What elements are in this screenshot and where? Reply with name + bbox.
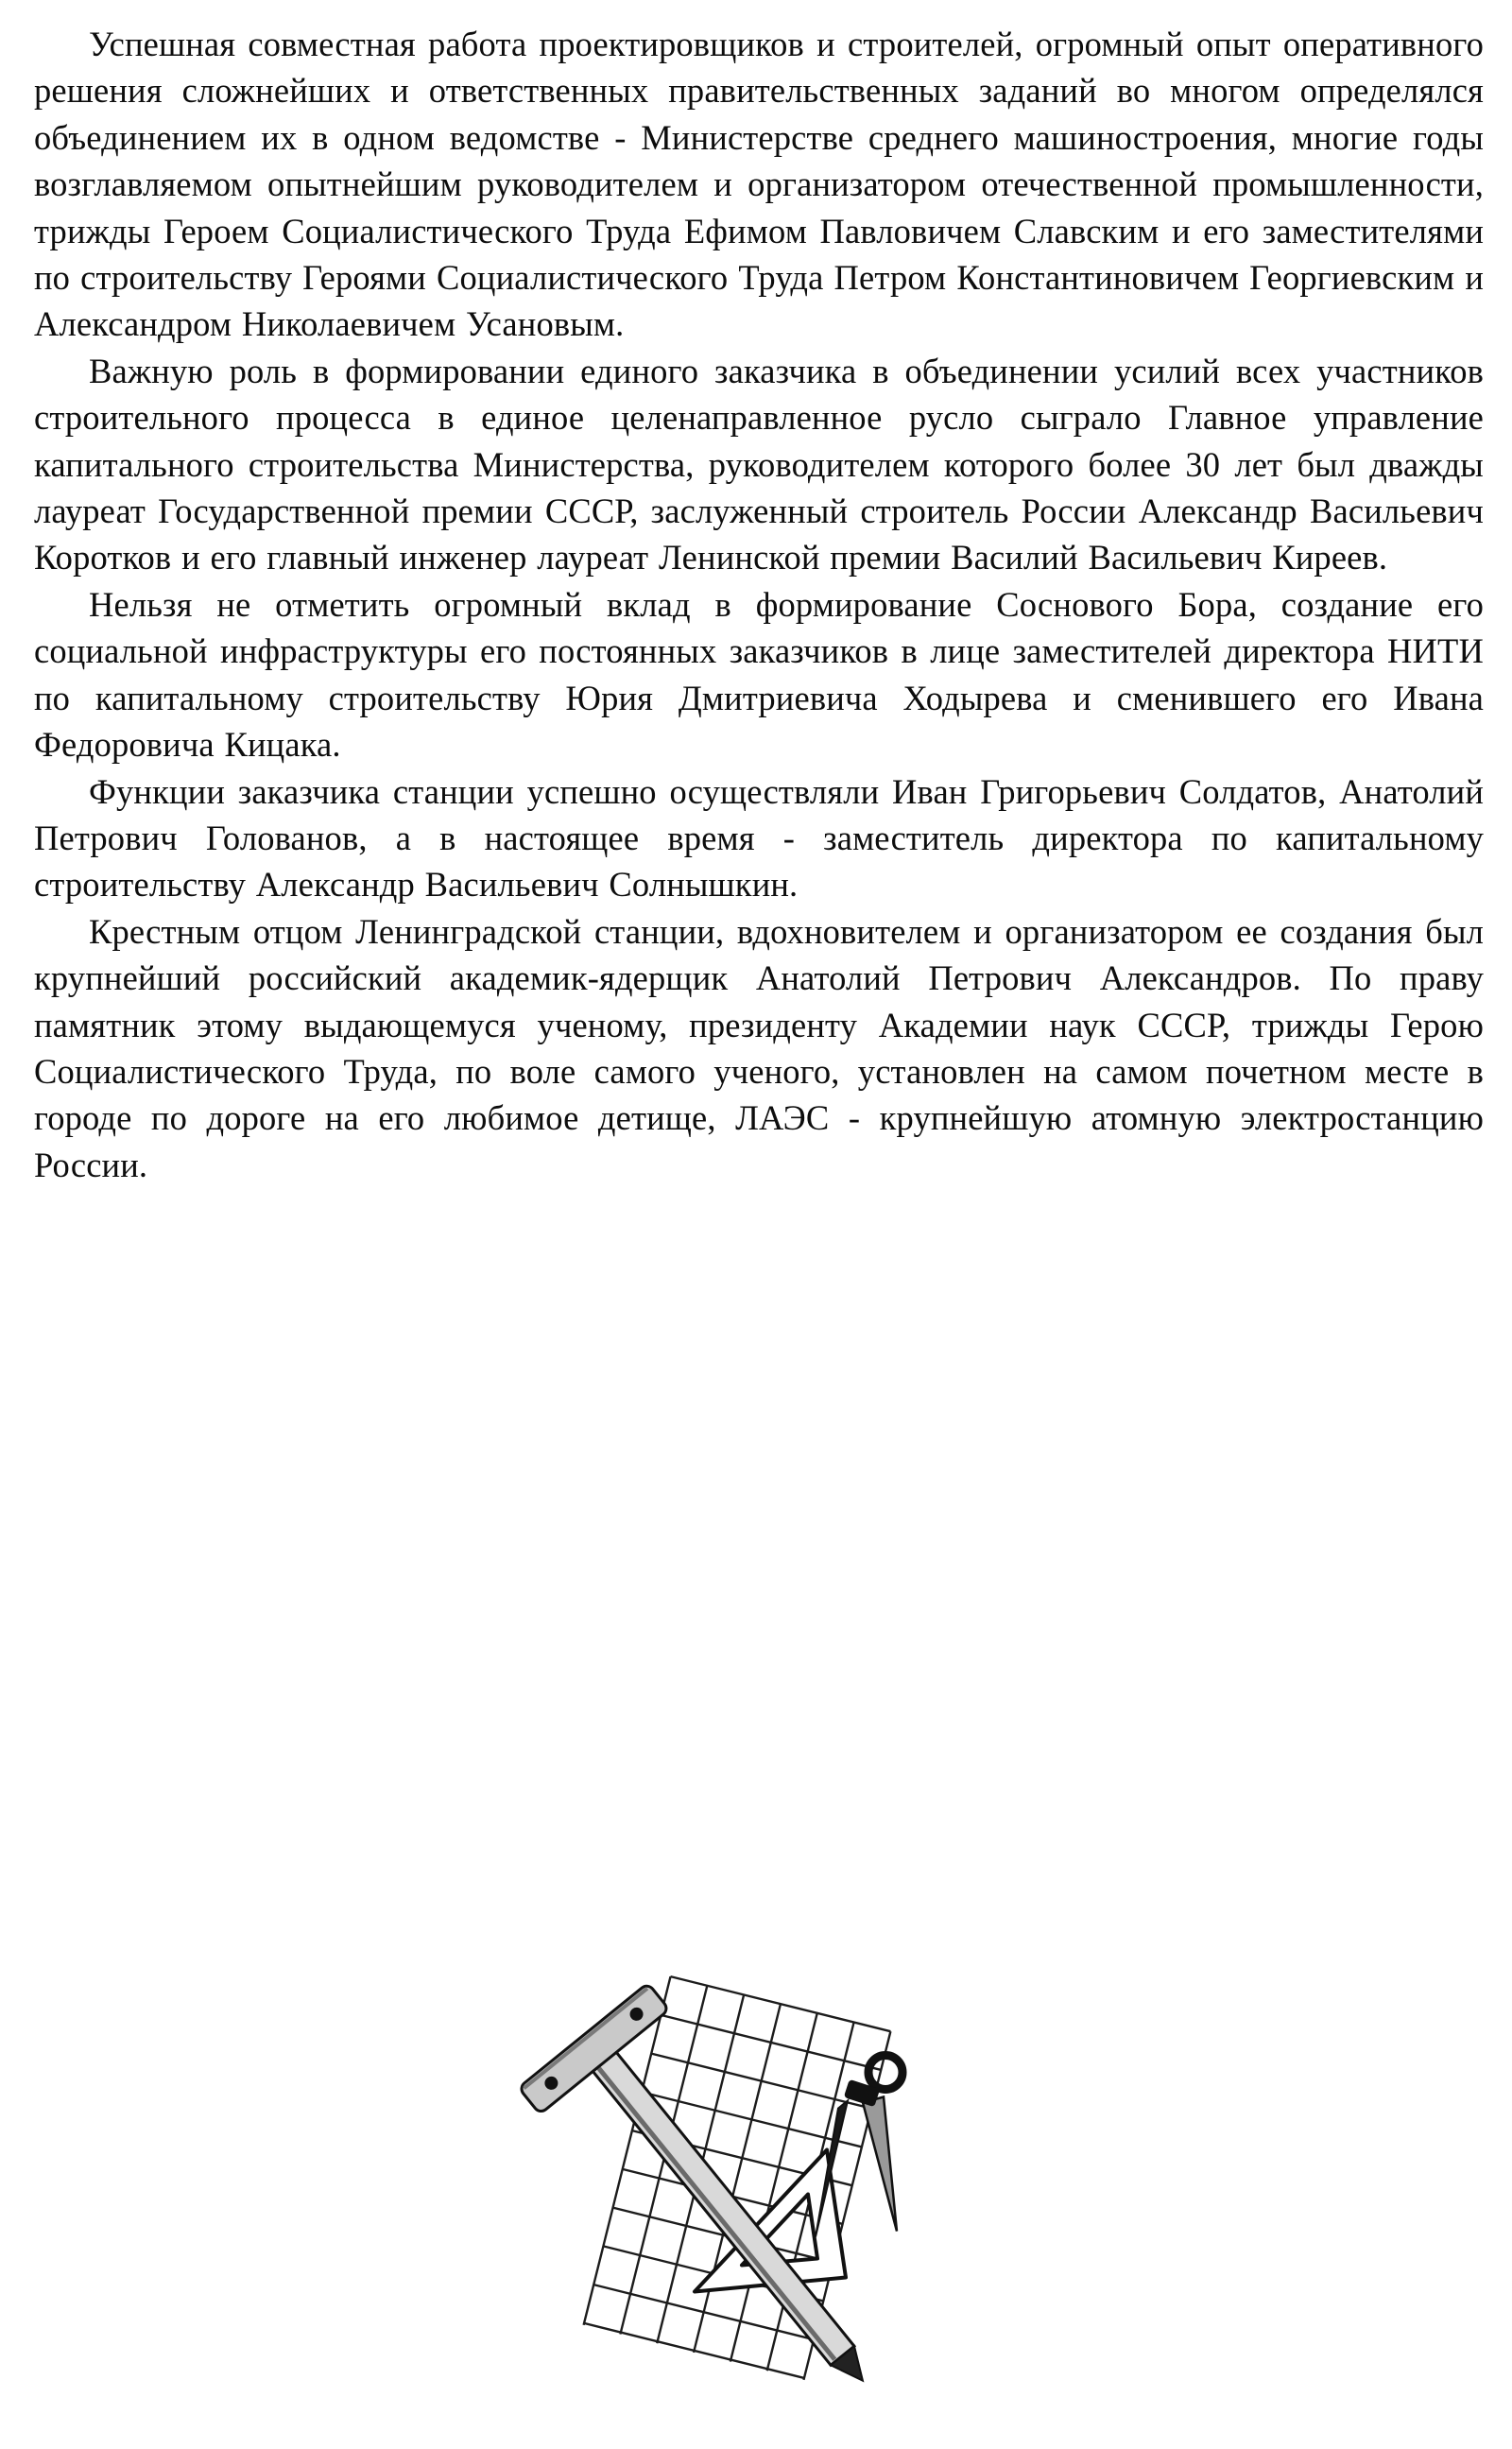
paragraph-1: Успешная совместная работа проектировщиков и строителей, огромный опыт оперативного решения сложнейших и ответственных правительственных заданий во многом определялся объединением их в одном ведомстве - Министерстве среднего машиностроения, многие годы возглавляемом опытнейшим руководителем и организатором отечественной промышленности, трижды Героем Социалистического Труда Ефимом Павловичем Славским и его заместителями по строительству Героями Социалистического Труда Петром Константиновичем Георгиевским и Александром Николаевичем Усановым. [34, 25, 1484, 344]
drafting-tools-illustration [515, 1958, 959, 2398]
paragraph-3: Нельзя не отметить огромный вклад в формирование Соснового Бора, создание его социальной инфраструктуры его постоянных заказчиков в лице заместителей директора НИТИ по капитальному строительству Юрия Дмитриевича Ходырева и сменившего его Ивана Федоровича Кицака. [34, 584, 1484, 765]
drafting-tools-icon [515, 1958, 959, 2398]
body-text [34, 21, 1484, 1188]
paragraph-4: Функции заказчика станции успешно осуществляли Иван Григорьевич Солдатов, Анатолий Петрович Голованов, а в настоящее время - заместитель директора по капитальному строительству Александр Васильевич Солнышкин. [34, 771, 1484, 905]
paragraph-2: Важную роль в формировании единого заказчика в объединении усилий всех участников строительного процесса в единое целенаправленное русло сыграло Главное управление капитального строительства Министерства, руководителем которого более 30 лет был дважды лауреат Государственной премии СССР, заслуженный строитель России Александр Васильевич Коротков и его главный инженер лауреат Ленинской премии Василий Васильевич Киреев. [34, 351, 1484, 578]
t-square-icon [519, 1983, 928, 2398]
paragraph-5: Крестным отцом Ленинградской станции, вдохновителем и организатором ее создания был крупнейший российский академик-ядерщик Анатолий Петрович Александров. По праву памятник этому выдающемуся ученому, президенту Академии наук СССР, трижды Герою Социалистического Труда, по воле самого ученого, установлен на самом почетном месте в городе по дороге на его любимое детище, ЛАЭС - крупнейшую атомную электростанцию России. [34, 911, 1484, 1184]
